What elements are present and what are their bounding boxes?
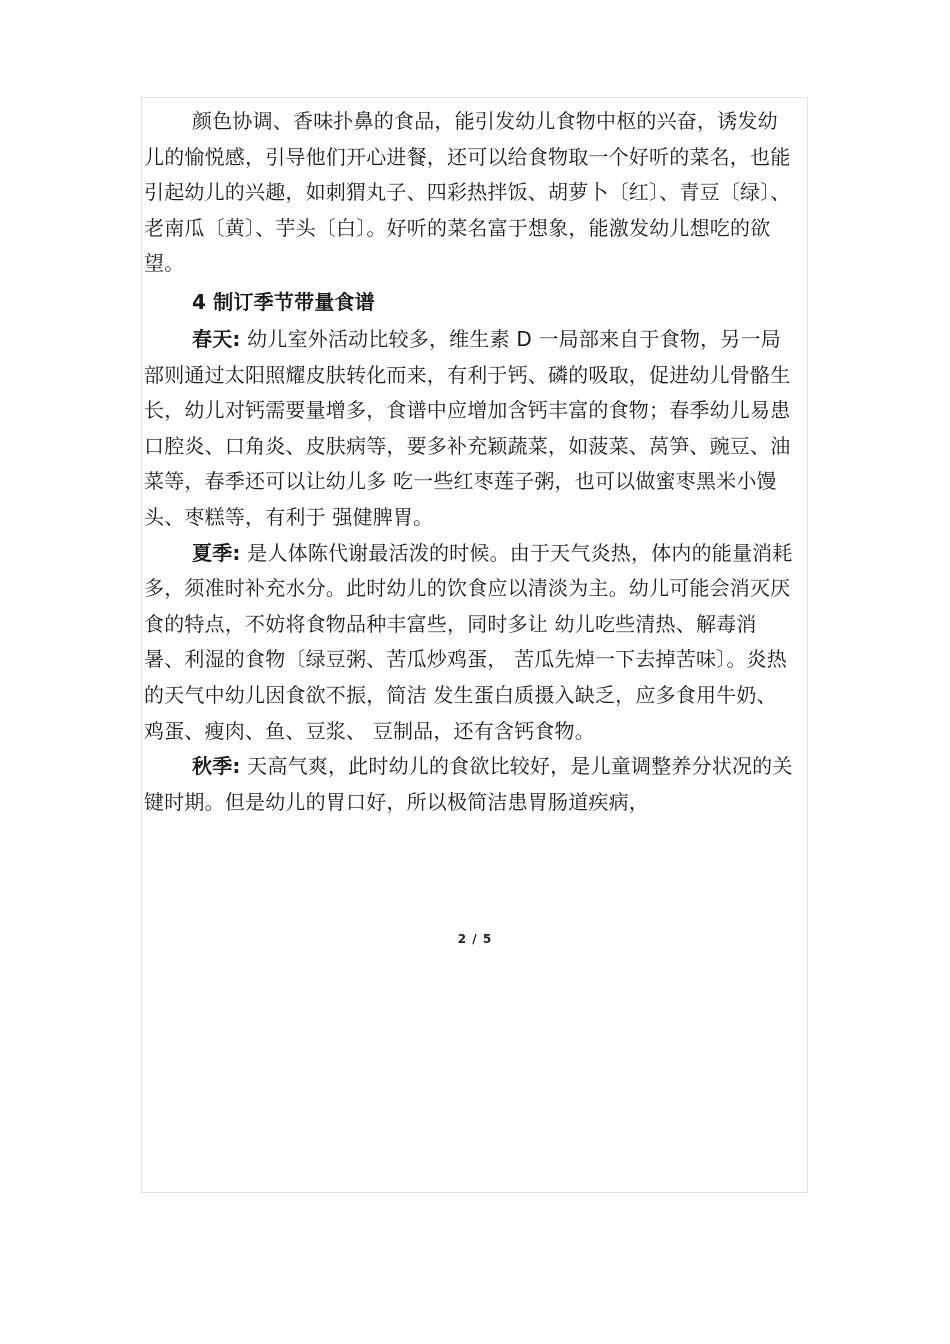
summer-label: 夏季: [192, 540, 241, 565]
spring-label: 春天: [192, 326, 241, 351]
page-number: 2 / 5 [457, 932, 493, 946]
spring-text: 幼儿室外活动比较多，维生素 D 一局部来自于食物，另一局部则通过太阳照耀皮肤转化而来，有利于钙、磷的吸取，促进幼儿骨骼生长，幼儿对钙需要量增多，食谱中应增加含钙丰富的食物；春季幼儿易患口腔炎、口角炎、皮肤病等，要多补充颖蔬菜，如菠菜、莴笋、豌豆、油菜等，春季还可以让幼儿多 吃一些红枣莲子粥，也可以做蜜枣黑米小馒头、枣糕等，有利于 强健脾胃。 [144, 326, 791, 529]
paragraph-summer [144, 536, 794, 750]
paragraph-spring [144, 322, 794, 536]
document-body [144, 104, 794, 820]
summer-text: 是人体陈代谢最活泼的时候。由于天气炎热，体内的能量消耗多，须准时补充水分。此时幼儿的饮食应以清淡为主。幼儿可能会消灭厌食的特点，不妨将食物品种丰富些，同时多让 幼儿吃些清热、解毒消暑、利湿的食物〔绿豆粥、苦瓜炒鸡蛋， 苦瓜先焯一下去掉苦味〕。炎热的天气中幼儿因食欲不振，简洁 发生蛋白质摄入缺乏，应多食用牛奶、鸡蛋、瘦肉、鱼、豆浆、 豆制品，还有含钙食物。 [144, 540, 793, 743]
paragraph-intro: 颜色协调、香味扑鼻的食品，能引发幼儿食物中枢的兴奋，诱发幼儿的愉悦感，引导他们开心进餐，还可以给食物取一个好听的菜名，也能引起幼儿的兴趣，如刺猬丸子、四彩热拌饭、胡萝卜〔红〕、青豆〔绿〕、老南瓜〔黄〕、芋头〔白〕。好听的菜名富于想象，能激发幼儿想吃的欲望。 [144, 109, 791, 276]
autumn-label: 秋季: [192, 754, 241, 779]
autumn-text: 天高气爽，此时幼儿的食欲比较好，是儿童调整养分状况的关键时期。但是幼儿的胃口好，所以极简洁患胃肠道疾病， [144, 754, 793, 814]
section-heading: 4 制订季节带量食谱 [192, 289, 375, 314]
paragraph-autumn [144, 749, 794, 820]
